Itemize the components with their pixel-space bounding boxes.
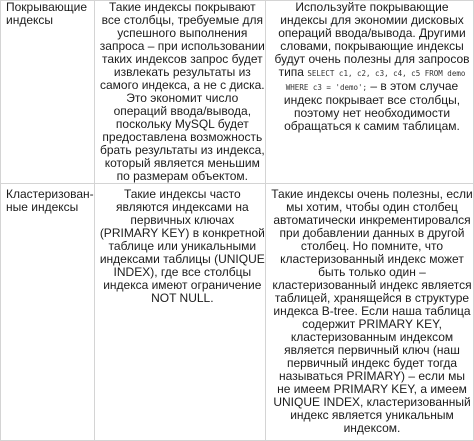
index-usage-text-continued: – в этом случае индекс покрывает все столбцы, поэтому нет необходимости обращаться к самим таблицам. (283, 79, 461, 133)
index-description-text: Такие индексы часто являются индексами на первичных ключах (PRIMARY KEY) в конкретной таблице или уникальными индексами таблицы (UNIQUE INDEX), где все столбцы индекса имеют ограничение NOT NULL. (99, 187, 265, 305)
index-type-cell (1, 184, 95, 441)
table-row (1, 1, 474, 184)
table-row (1, 184, 474, 441)
index-usage-text: Используйте покрывающие индексы для экономии дисковых операций ввода/вывода. Другими словами, покрывающие индексы будут очень полезны для запросов типа (274, 0, 470, 79)
index-description-text: Такие индексы покрывают все столбцы, требуемые для успешного выполнения запроса – при использовании таких индексов запрос будет извлекать результаты из самого индекса, а не с диска. Это экономит число операций ввода/вывода, поскольку MySQL будет предоставлена возможность брать результаты из индекса, который является меньшим по размерам объектом. (99, 0, 265, 183)
index-type-cell (1, 1, 95, 184)
sql-code-snippet: SELECT c1, c2, c3, c4, c5 FROM demo WHERE c3 = 'demo'; (285, 69, 466, 92)
index-usage-cell (265, 1, 473, 184)
index-description-cell (94, 1, 265, 184)
index-type-name: Кластеризован-ные индексы (6, 187, 94, 214)
index-usage-text: Такие индексы очень полезны, если мы хотим, чтобы один столбец автоматически инкрементировался при добавлении данных в другой столбец. Но помните, что кластеризованный индекс может быть только один – кластеризованный индекс является таблицей, хранящейся в структуре индекса B-tree. Если наша таблица содержит PRIMARY KEY, кластеризованным индексом является первичный ключ (наш первичный индекс будет тогда называться PRIMARY) – если мы не имеем PRIMARY KEY, а имеем UNIQUE INDEX, кластеризованный индекс является уникальным индексом. (271, 187, 473, 435)
index-type-name: Покрывающие индексы (6, 0, 88, 27)
index-usage-cell (265, 184, 473, 441)
index-description-cell (94, 184, 265, 441)
